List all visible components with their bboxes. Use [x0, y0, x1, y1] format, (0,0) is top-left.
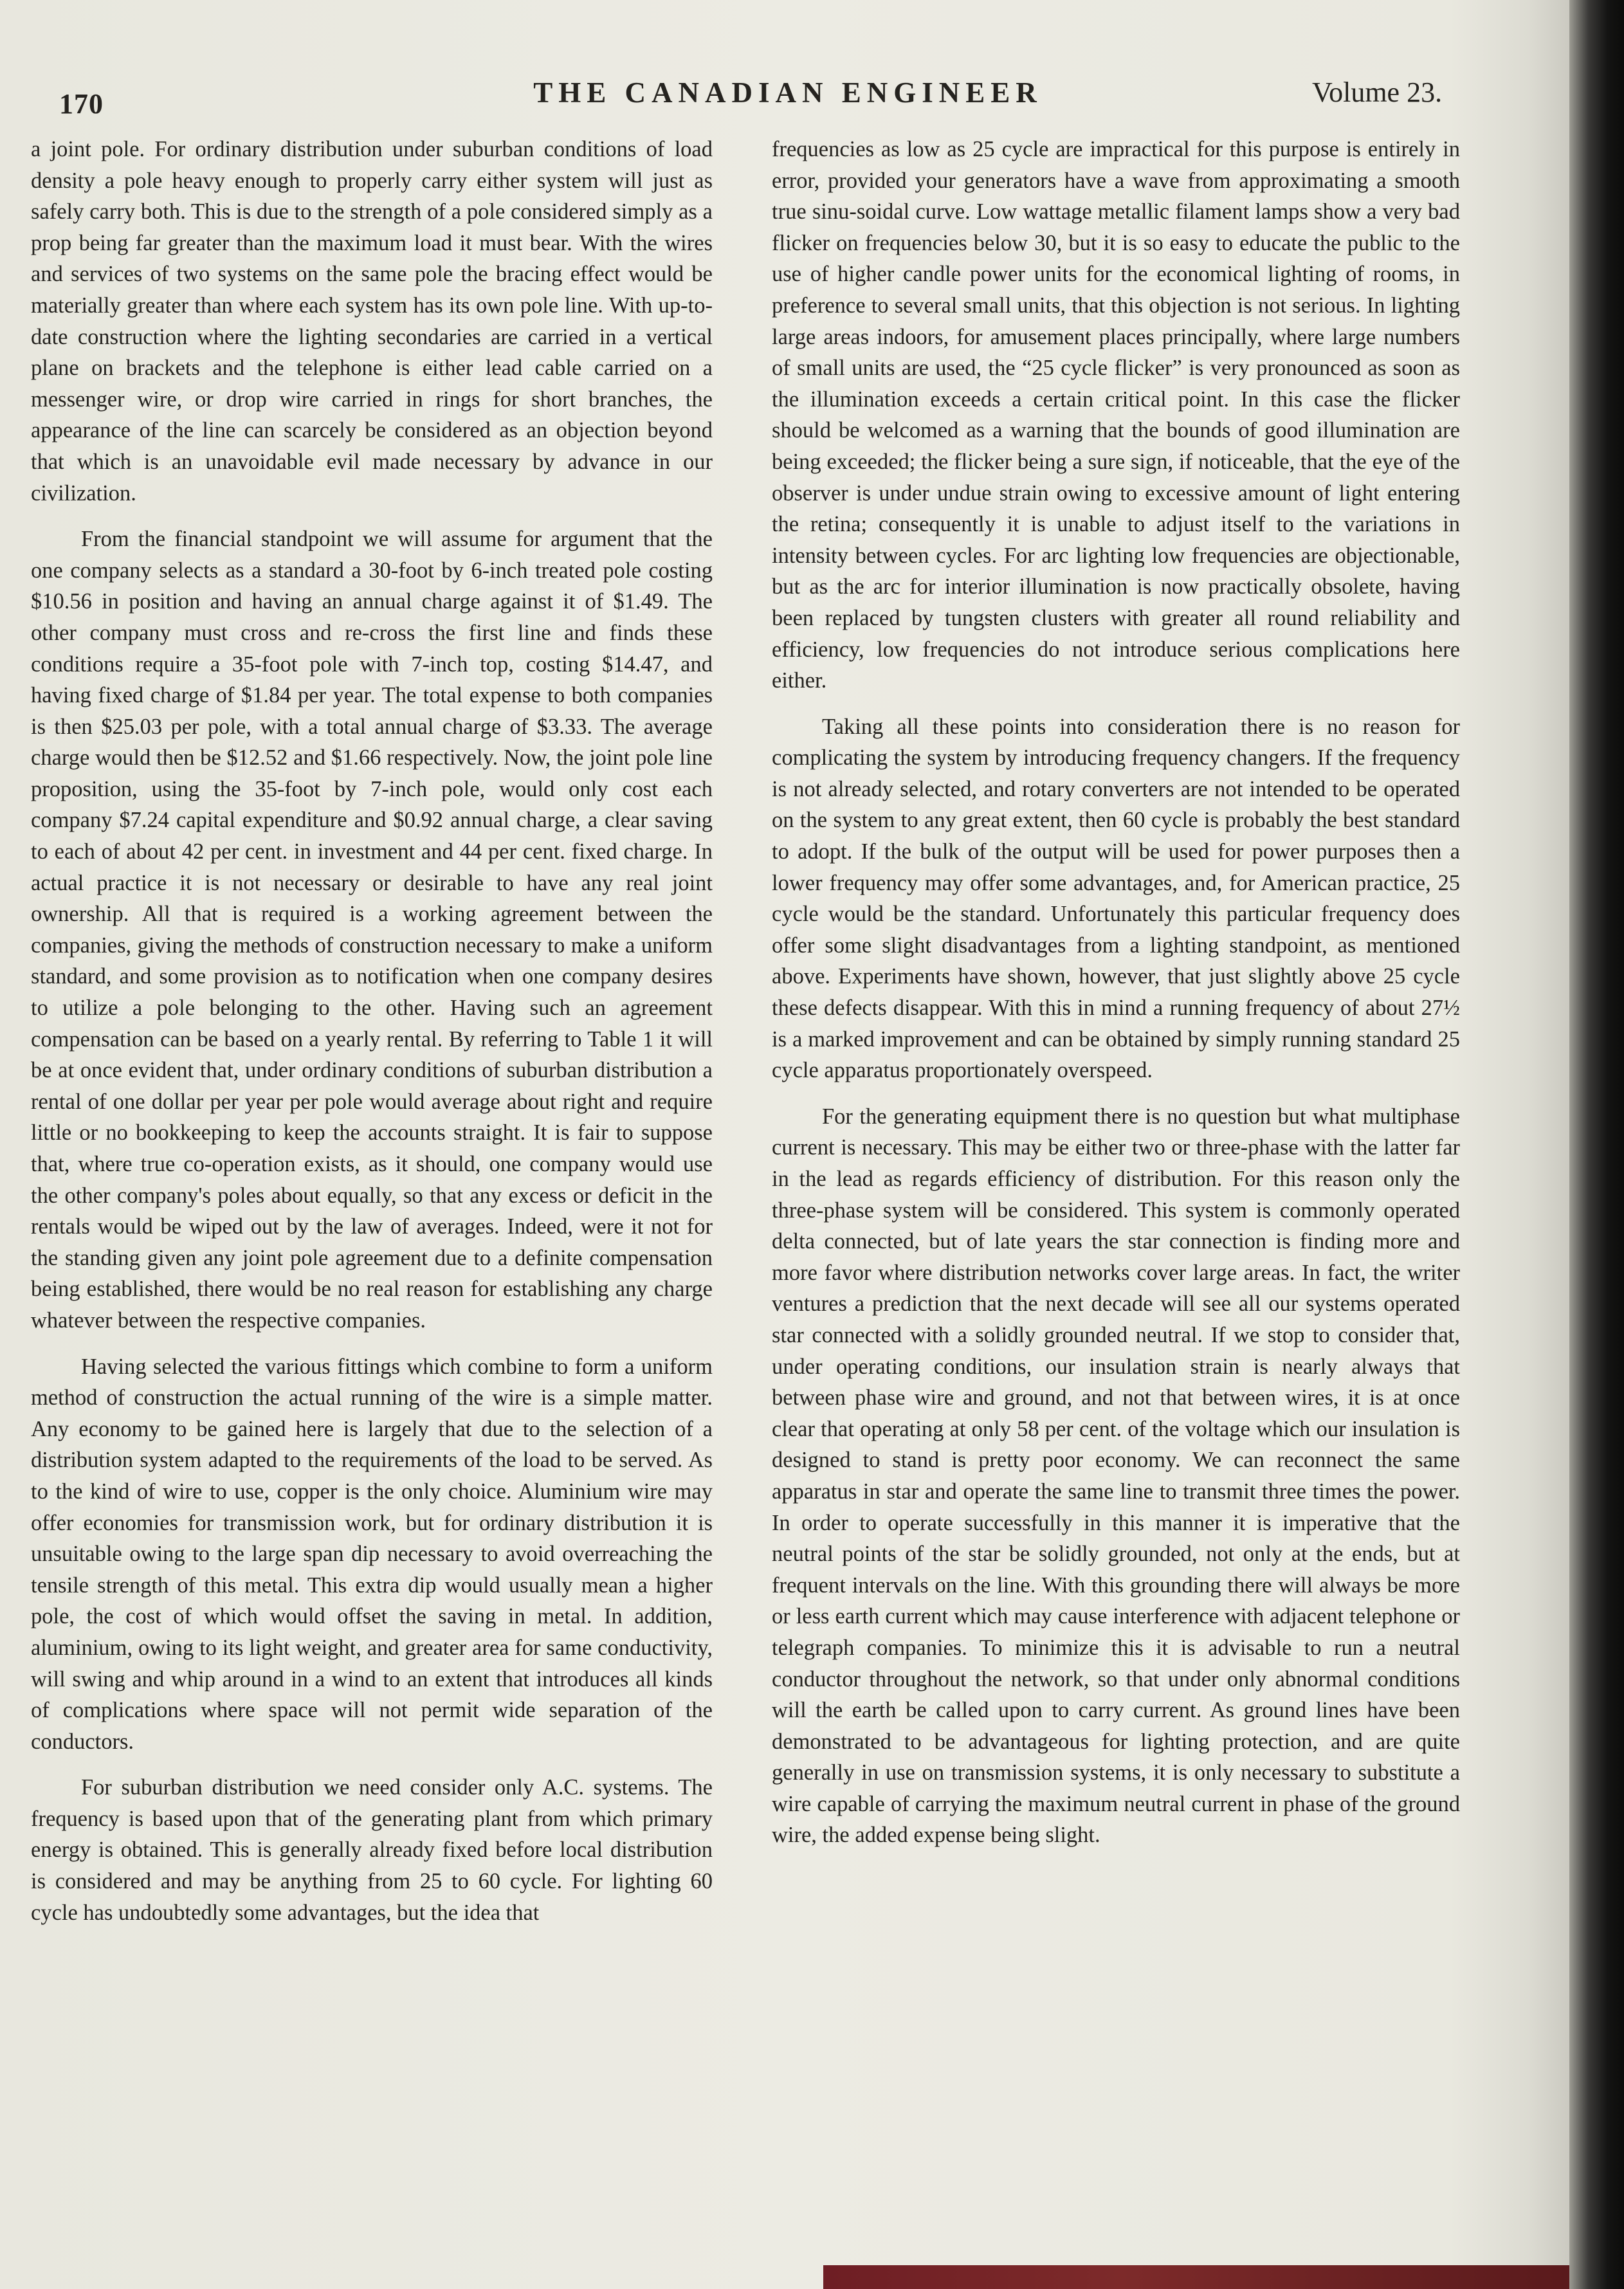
cover-edge — [823, 2265, 1569, 2289]
paragraph: Having selected the various fittings which combine to form a uniform method of construction the actual running of the wire is a simple matter. Any economy to be gained here is largely that due to the selection of a distribution system adapted to the requirements of the load to be served. As to the kind of wire to use, copper is the only choice. Aluminium wire may offer economies for transmission work, but for ordinary distribution it is unsuitable owing to the large span dip necessary to avoid overreaching the tensile strength of this metal. This extra dip would usually mean a higher pole, the cost of which would offset the saving in metal. In addition, aluminium, owing to its light weight, and greater area for same conductivity, will swing and whip around in a wind to an extent that introduces all kinds of complications where space will not permit wide separation of the conductors. — [31, 1354, 713, 1754]
volume-label: Volume 23. — [1312, 77, 1443, 108]
page-header — [0, 69, 1576, 120]
left-column — [31, 134, 713, 1943]
binding-shadow — [1569, 0, 1624, 2289]
paragraph: frequencies as low as 25 cycle are impractical for this purpose is entirely in error, provided your generators have a wave from approximating a smooth true sinu-soidal curve. Low wattage metallic filament lamps show a very bad flicker on frequencies below 30, but it is so easy to educate the public to the use of higher candle power units for the economical lighting of rooms, in preference to several small units, that this objection is not serious. In lighting large areas indoors, for amusement places principally, where large numbers of small units are used, the “25 cycle flicker” is very pronounced as soon as the illumination exceeds a certain critical point. In this case the flicker should be welcomed as a warning that the bounds of good illumination are being exceeded; the flicker being a sure sign, if noticeable, that the eye of the observer is under undue strain owing to excessive amount of light entering the retina; consequently it is unable to adjust itself to the variations in intensity between cycles. For arc lighting low frequencies are objectionable, but as the arc for interior illumination is now practically obsolete, having been replaced by tungsten clusters with greater all round reliability and efficiency, low frequencies do not introduce serious complications here either. — [772, 137, 1460, 693]
journal-title: THE CANADIAN ENGINEER — [533, 77, 1043, 109]
paragraph: For the generating equipment there is no question but what multiphase current is necessary. This may be either two or three-phase with the latter far in the lead as regards efficiency of distribution. For this reason only the three-phase system will be considered. This system is commonly operated delta connected, but of late years the star connection is finding more and more favor where distribution networks cover large areas. In fact, the writer ventures a prediction that the next decade will see all our systems operated star connected with a solidly grounded neutral. If we stop to consider that, under operating conditions, our insulation strain is nearly always that between phase wire and ground, and not that between wires, it is at once clear that operating at only 58 per cent. of the voltage which our insulation is designed to stand is pretty poor economy. We can reconnect the same apparatus in star and operate the same line to transmit three times the power. In order to operate successfully in this manner it is imperative that the neutral points of the star be solidly grounded, not only at the ends, but at frequent intervals on the line. With this grounding there will always be more or less earth current which may cause interference with adjacent telephone or telegraph companies. To minimize this it is advisable to run a neutral conductor throughout the network, so that under only abnormal conditions will the earth be called upon to carry current. As ground lines have been demonstrated to be advantageous for lighting protection, and are quite generally in use on transmission systems, it is only necessary to substitute a wire capable of carrying the maximum neutral current in phase of the ground wire, the added expense being slight. — [772, 1104, 1460, 1848]
page-number: 170 — [59, 88, 104, 120]
paragraph: For suburban distribution we need consider only A.C. systems. The frequency is based upon that of the generating plant from which primary energy is obtained. This is generally already fixed before local distribution is considered and may be anything from 25 to 60 cycle. For lighting 60 cycle has undoubtedly some advantages, but the idea that — [31, 1775, 713, 1925]
paragraph: Taking all these points into consideration there is no reason for complicating the system by introducing frequency changers. If the frequency is not already selected, and rotary converters are not intended to be operated on the system to any great extent, then 60 cycle is probably the best standard to adopt. If the bulk of the output will be used for power purposes then a lower frequency may offer some advantages, and, for American practice, 25 cycle would be the standard. Unfortunately this particular frequency does offer some slight disadvantages from a lighting standpoint, as mentioned above. Experiments have shown, however, that just slightly above 25 cycle these defects disappear. With this in mind a running frequency of about 27½ is a marked improvement and can be obtained by simply running standard 25 cycle apparatus proportionately overspeed. — [772, 714, 1460, 1083]
paragraph: From the financial standpoint we will assume for argument that the one company selects as a standard a 30-foot by 6-inch treated pole costing $10.56 in position and having an annual charge against it of $1.49. The other company must cross and re-cross the first line and finds these conditions require a 35-foot pole with 7-inch top, costing $14.47, and having fixed charge of $1.84 per year. The total expense to both companies is then $25.03 per pole, with a total annual charge of $3.33. The average charge would then be $12.52 and $1.66 respectively. Now, the joint pole line proposition, using the 35-foot by 7-inch pole, would only cost each company $7.24 capital expenditure and $0.92 annual charge, a clear saving to each of about 42 per cent. in investment and 44 per cent. fixed charge. In actual practice it is not necessary or desirable to have any real joint ownership. All that is required is a working agreement between the companies, giving the methods of construction necessary to make a uniform standard, and some provision as to notification when one company desires to utilize a pole belonging to the other. Having such an agreement compensation can be based on a yearly rental. By referring to Table 1 it will be at once evident that, under ordinary conditions of suburban distribution a rental of one dollar per year per pole would average about right and require little or no bookkeeping to keep the accounts straight. It is fair to suppose that, where true co-operation exists, as it should, one company would use the other company's poles about equally, so that any excess or deficit in the rentals would be wiped out by the law of averages. Indeed, were it not for the standing given any joint pole agreement due to a definite compensation being established, there would be no real reason for establishing any charge whatever between the respective companies. — [31, 527, 713, 1333]
paragraph: a joint pole. For ordinary distribution under suburban conditions of load density a pole heavy enough to properly carry either system will just as safely carry both. This is due to the strength of a pole considered simply as a prop being far greater than the maximum load it must bear. With the wires and services of two systems on the same pole the bracing effect would be materially greater than where each system has its own pole line. With up-to-date construction where the lighting secondaries are carried in a vertical plane on brackets and the telephone is either lead cable carried on a messenger wire, or drop wire carried in rings for short branches, the appearance of the line can scarcely be considered as an objection beyond that which is an unavoidable evil made necessary by advance in our civilization. — [31, 137, 713, 506]
right-column — [772, 134, 1460, 1866]
